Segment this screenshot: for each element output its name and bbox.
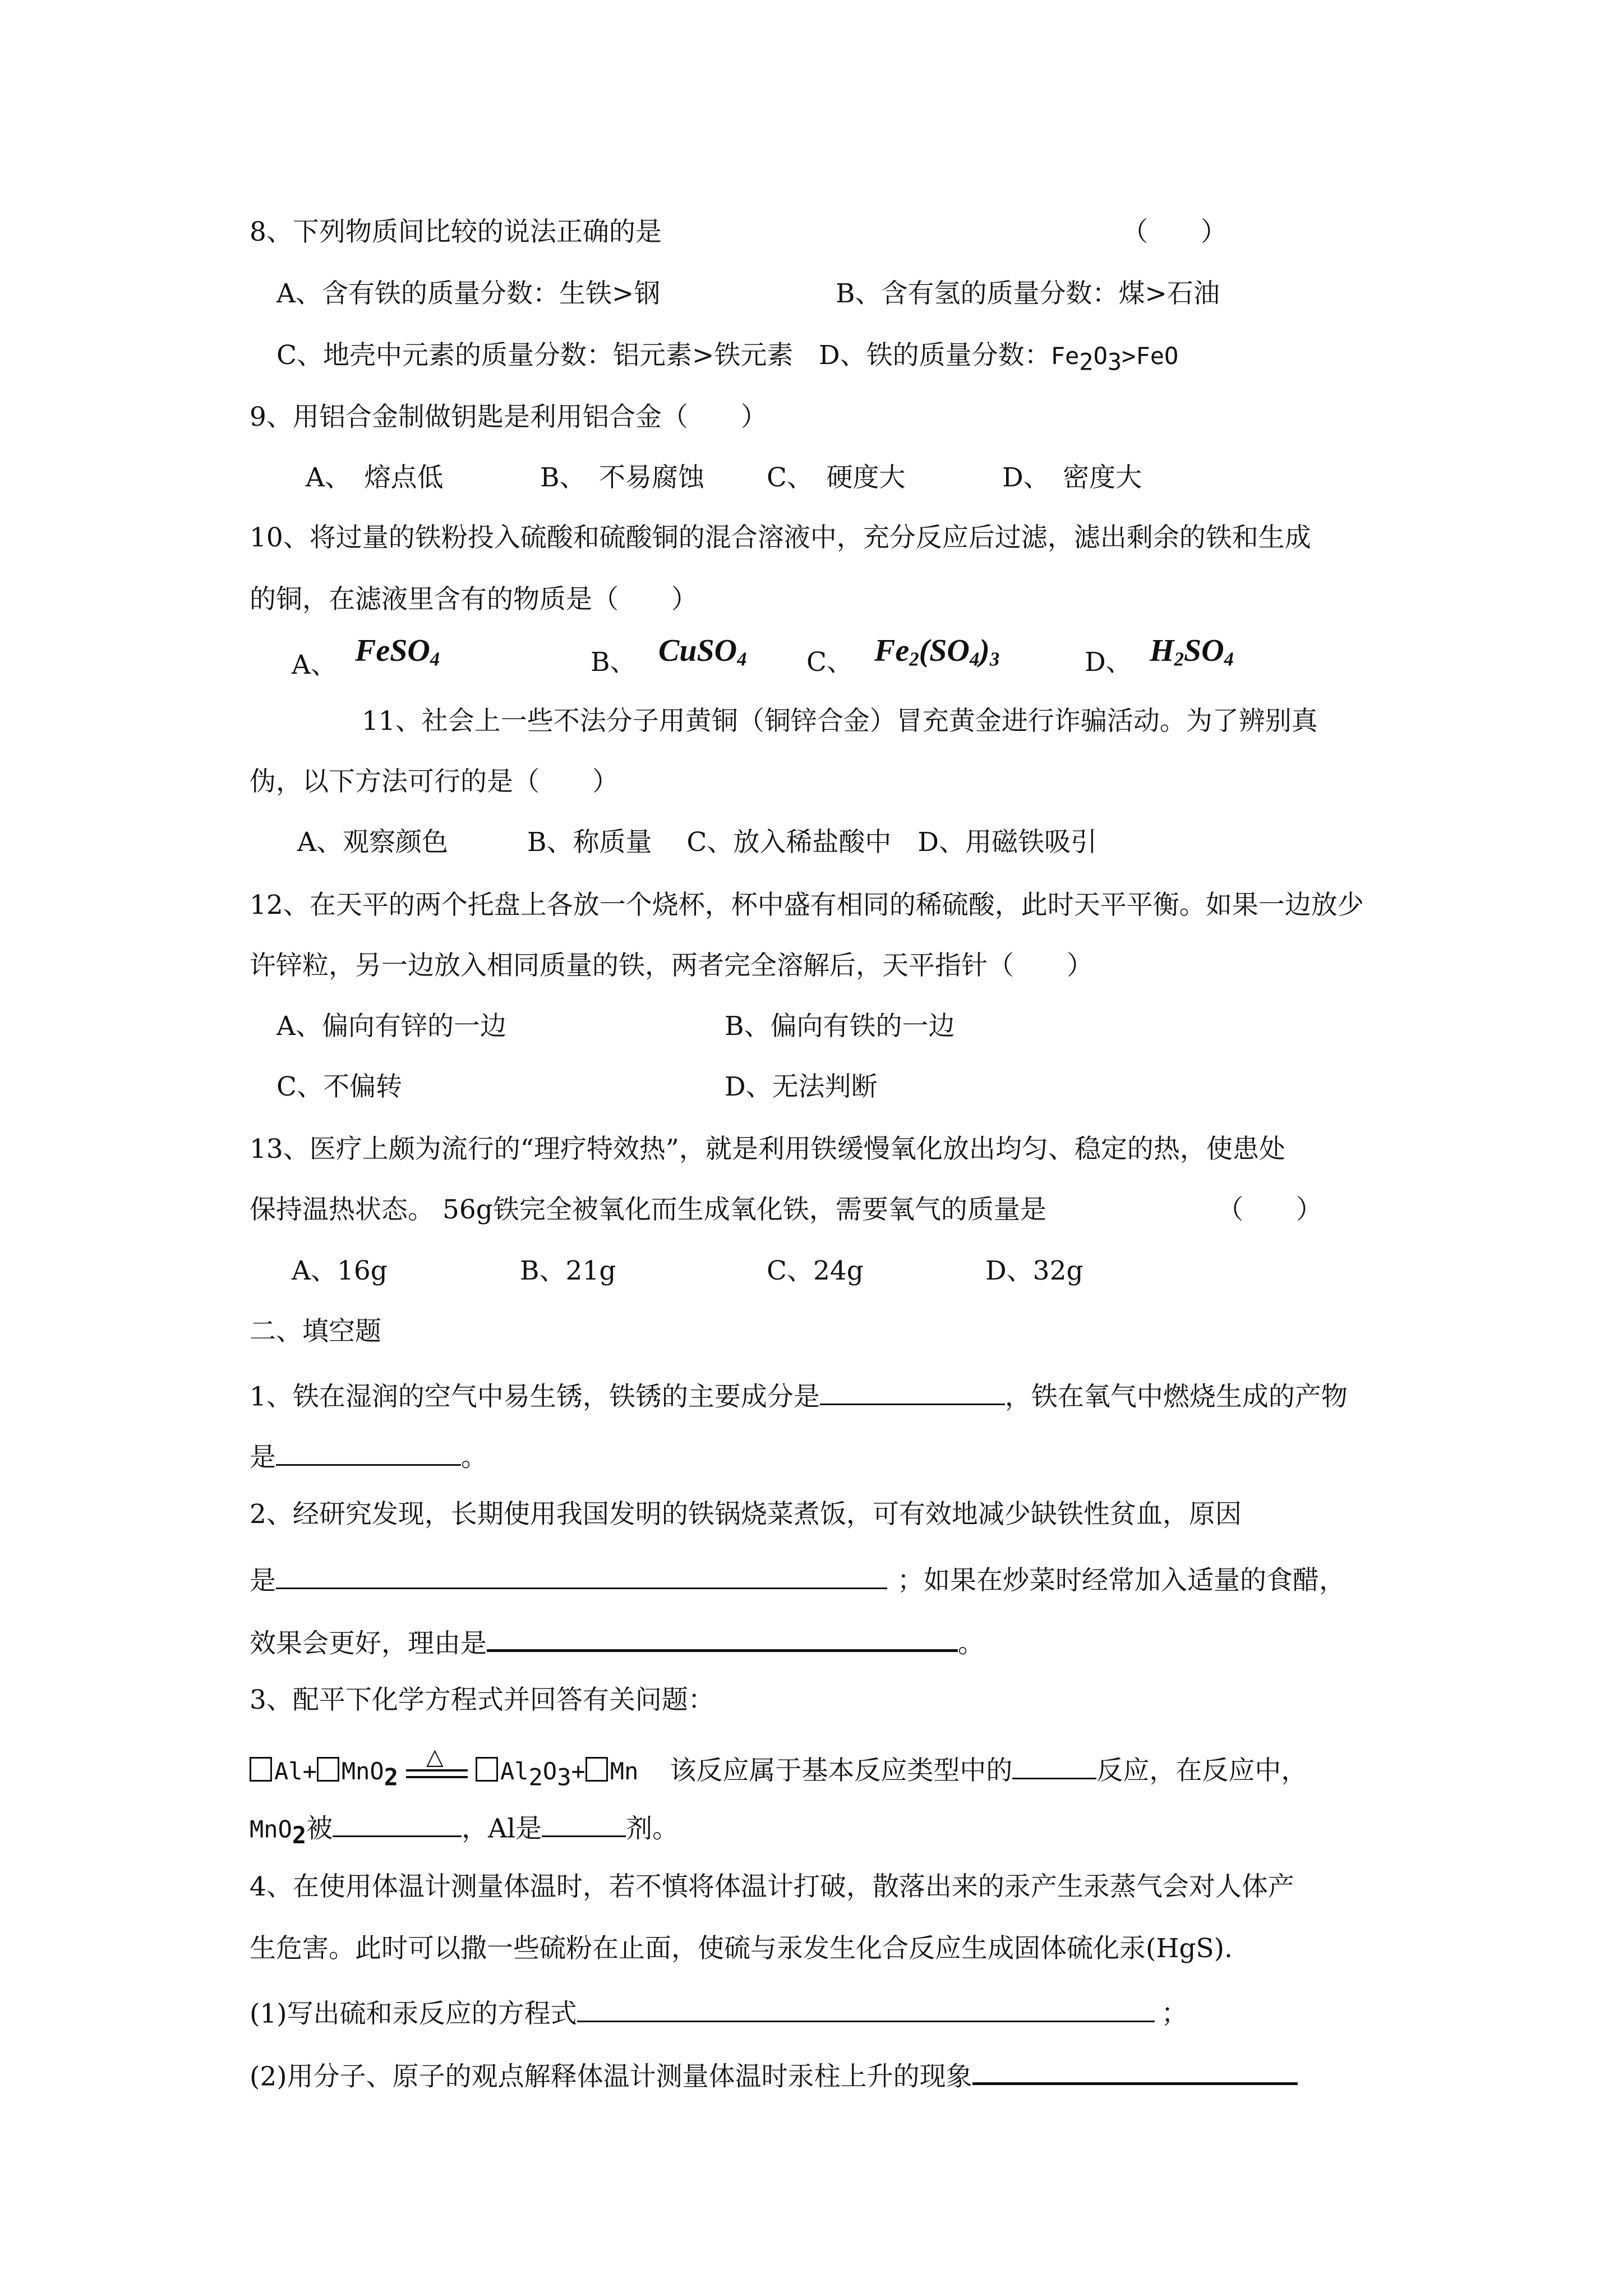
q10-d-h: H <box>1150 633 1174 668</box>
fill1-line1 <box>250 1380 1348 1410</box>
q10-c-sub3: 3 <box>989 648 1000 670</box>
fill1-line2-end: 。 <box>461 1442 487 1473</box>
q10-a-main: FeSO <box>355 633 430 668</box>
q9-option-c: C、 硬度大 <box>767 462 906 493</box>
q12-option-a: A、偏向有锌的一边 <box>276 1011 506 1042</box>
fill3-ji: 剂。 <box>626 1813 679 1844</box>
eq-bar-bottom <box>406 1776 468 1778</box>
fill3-blank-oxidized[interactable] <box>333 1812 462 1837</box>
fill3-al: ，Al是 <box>462 1813 542 1844</box>
q10-d-sub2: 4 <box>1224 648 1234 670</box>
q9-option-a: A、 熔点低 <box>306 462 444 493</box>
eq-mno-sub: 2 <box>384 1763 399 1791</box>
q8-option-c: C、地壳中元素的质量分数：铝元素>铁元素 <box>276 340 794 371</box>
q12-stem-line2: 许锌粒，另一边放入相同质量的铁，两者完全溶解后，天平指针（ ） <box>250 950 1093 981</box>
q12-stem-line1: 12、在天平的两个托盘上各放一个烧杯，杯中盛有相同的稀硫酸，此时天平平衡。如果一边放少 <box>250 890 1364 921</box>
q10-label-a: A、 <box>292 650 337 680</box>
q10-d-sub1: 2 <box>1174 648 1184 670</box>
fill1-part2: ，铁在氧气中燃烧生成的产物 <box>1004 1381 1348 1412</box>
q10-stem-line1: 10、将过量的铁粉投入硫酸和硫酸铜的混合溶液中，充分反应后过滤，滤出剩余的铁和生成 <box>250 522 1311 553</box>
fill3-equation-line <box>250 1744 1308 1791</box>
q9-stem: 9、用铝合金制做钥匙是利用铝合金（ ） <box>250 402 767 432</box>
fill4-line2: 生危害。此时可以撒一些硫粉在止面，使硫与汞发生化合反应生成固体硫化汞(HgS). <box>250 1933 1233 1964</box>
fill3-blank-agent[interactable] <box>542 1812 626 1837</box>
fill1-line2-start: 是 <box>250 1442 276 1473</box>
eq-plus: + <box>571 1757 585 1785</box>
fill1-line2 <box>250 1441 487 1473</box>
q10-a-sub: 4 <box>430 648 440 670</box>
q13-option-a: A、16g <box>292 1255 388 1286</box>
q8-answer-paren: （ ） <box>1122 217 1227 247</box>
q13-option-b: B、21g <box>520 1255 616 1286</box>
q13-stem-line2: 保持温热状态。 56g铁完全被氧化而生成氧化铁，需要氧气的质量是 <box>250 1194 1046 1225</box>
fill4-sub2 <box>250 2059 1298 2090</box>
fill3-title: 3、配平下化学方程式并回答有关问题： <box>250 1685 714 1715</box>
q13-stem-line1: 13、医疗上颇为流行的“理疗特效热”，就是利用铁缓慢氧化放出均匀、稳定的热，使患处 <box>250 1134 1285 1165</box>
fill4-sub1 <box>250 1997 1188 2030</box>
q10-formula-b <box>658 635 746 669</box>
q12-option-c: C、不偏转 <box>276 1071 402 1102</box>
eq-o-sub: 3 <box>557 1763 571 1791</box>
fill2-blank-reason[interactable] <box>276 1564 887 1589</box>
fill4-blank-explanation[interactable] <box>972 2059 1298 2085</box>
q13-option-d: D、32g <box>985 1255 1083 1286</box>
fill1-blank-rust[interactable] <box>820 1380 1005 1405</box>
q10-c-fe: Fe <box>874 633 910 668</box>
q9-option-d: D、 密度大 <box>1002 462 1142 493</box>
q12-option-b: B、偏向有铁的一边 <box>725 1011 955 1042</box>
fill2-line3 <box>250 1626 984 1657</box>
section-title-fill-in: 二、填空题 <box>250 1316 381 1347</box>
fill4-line1: 4、在使用体温计测量体温时，若不慎将体温计打破，散落出来的汞产生汞蒸气会对人体产 <box>250 1871 1294 1902</box>
fill2-line3-end: 。 <box>958 1628 984 1659</box>
fill3-text1: 该反应属于基本反应类型中的 <box>670 1755 1013 1786</box>
fill1-part1: 1、铁在湿润的空气中易生锈，铁锈的主要成分是 <box>250 1381 820 1412</box>
q8-option-d-prefix: D、铁的质量分数： <box>819 340 1051 371</box>
q8-option-d-o: O <box>1093 342 1108 370</box>
fill4-sub1-text: (1)写出硫和汞反应的方程式 <box>250 1998 577 2030</box>
q8-option-d-sub1: 2 <box>1079 348 1094 376</box>
eq-al: Al+ <box>274 1757 317 1785</box>
coefficient-box-al[interactable] <box>250 1757 272 1782</box>
heat-triangle-icon: △ <box>426 1744 444 1770</box>
eq-o: O <box>542 1757 557 1785</box>
q10-label-d: D、 <box>1085 647 1132 678</box>
q10-formula-a <box>355 635 440 669</box>
q11-stem-line2: 伪，以下方法可行的是（ ） <box>250 766 619 797</box>
q8-stem: 8、下列物质间比较的说法正确的是 <box>250 217 662 247</box>
q13-answer-paren: （ ） <box>1217 1194 1322 1225</box>
coefficient-box-mn[interactable] <box>585 1757 608 1782</box>
eq-al2: Al <box>500 1757 529 1785</box>
q8-option-b: B、含有氢的质量分数：煤>石油 <box>836 278 1220 309</box>
q10-c-sub2: 4 <box>969 648 980 670</box>
coefficient-box-mno2[interactable] <box>317 1757 339 1782</box>
q10-label-c: C、 <box>806 647 853 678</box>
q10-d-so: SO <box>1183 633 1224 668</box>
q9-option-b: B、 不易腐蚀 <box>540 462 705 493</box>
q8-option-d-sub2: 3 <box>1107 348 1122 376</box>
fill2-line2-end: ；如果在炒菜时经常加入适量的食醋， <box>897 1565 1345 1596</box>
q11-stem-line1: 11、社会上一些不法分子用黄铜（铜锌合金）冒充黄金进行诈骗活动。为了辨别真 <box>362 706 1318 737</box>
eq-mno: MnO <box>341 1757 384 1785</box>
fill2-line1: 2、经研究发现，长期使用我国发明的铁锅烧菜煮饭，可有效地减少缺铁性贫血，原因 <box>250 1499 1242 1530</box>
fill4-sub1-end: ； <box>1161 1998 1188 2030</box>
fill3-line3 <box>250 1812 679 1847</box>
fill3-blank-reaction-type[interactable] <box>1012 1754 1096 1779</box>
fill3-bei: 被 <box>306 1813 333 1844</box>
fill4-sub2-text: (2)用分子、原子的观点解释体温计测量体温时汞柱上升的现象 <box>250 2061 972 2092</box>
q8-option-d-suffix: >FeO <box>1122 342 1179 370</box>
q10-c-close: ) <box>979 633 990 668</box>
q8-option-d-fe: Fe <box>1050 342 1080 370</box>
q10-b-main: CuSO <box>658 633 737 668</box>
heating-condition <box>406 1744 468 1784</box>
q12-option-d: D、无法判断 <box>725 1071 878 1102</box>
eq-al2-sub: 2 <box>528 1763 543 1791</box>
fill2-line2 <box>250 1564 1345 1594</box>
fill3-text2: 反应，在反应中， <box>1096 1755 1308 1786</box>
eq-bar-top <box>406 1769 468 1772</box>
fill2-line2-start: 是 <box>250 1565 276 1596</box>
q10-label-b: B、 <box>591 647 637 678</box>
q10-formula-d <box>1150 635 1234 669</box>
q10-stem-line2: 的铜，在滤液里含有的物质是（ ） <box>250 584 698 615</box>
q10-c-sub1: 2 <box>909 648 919 670</box>
fill4-blank-equation[interactable] <box>577 1997 1155 2022</box>
fill2-blank-vinegar[interactable] <box>487 1626 958 1652</box>
fill3-mno-sub: 2 <box>292 1821 307 1849</box>
q11-options: A、观察颜色 B、称质量 C、放入稀盐酸中 D、用磁铁吸引 <box>297 827 1098 858</box>
fill3-mno: MnO <box>250 1815 292 1843</box>
q10-c-mid: (SO <box>919 633 970 668</box>
fill1-blank-product[interactable] <box>276 1441 461 1466</box>
q10-formula-c <box>874 635 999 669</box>
q13-option-c: C、24g <box>767 1255 864 1286</box>
eq-mn: Mn <box>610 1757 639 1785</box>
q10-b-sub: 4 <box>737 648 747 670</box>
fill2-line3-start: 效果会更好，理由是 <box>250 1628 487 1659</box>
q8-option-d <box>819 342 1178 374</box>
coefficient-box-al2o3[interactable] <box>476 1757 498 1782</box>
q8-option-a: A、含有铁的质量分数：生铁>钢 <box>276 278 661 309</box>
